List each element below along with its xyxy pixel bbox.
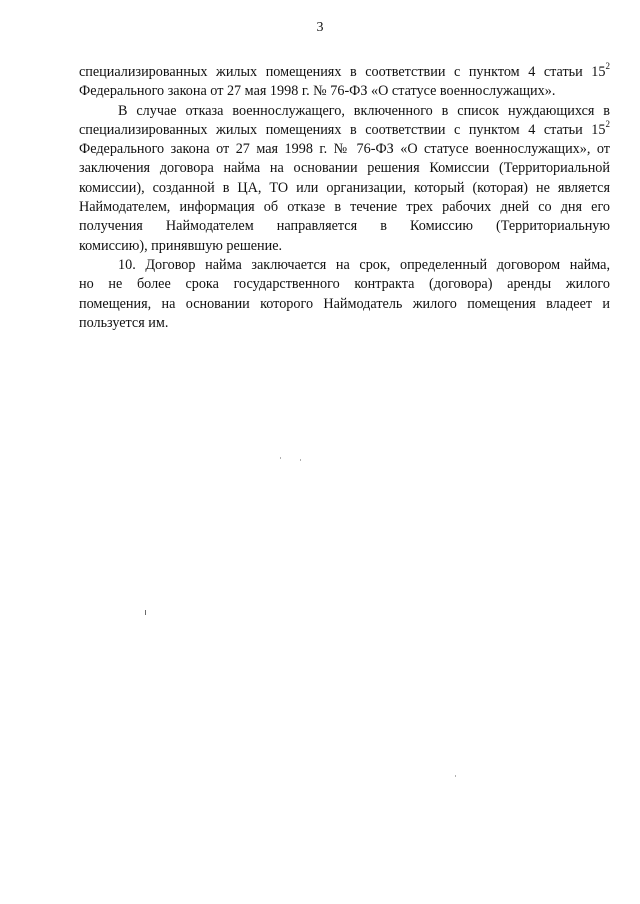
- scan-speck: [280, 457, 281, 459]
- text-line: специализированных жилых помещениях в соответствии с пунктом 4 статьи $15^2$: [79, 119, 610, 138]
- scan-speck: [145, 610, 146, 615]
- paragraph-continuation: [79, 63, 610, 102]
- scan-speck: [300, 459, 301, 461]
- text-line: но не более срока государственного контракта (договора) аренды жилого: [79, 276, 610, 293]
- document-body: [79, 63, 610, 333]
- text-line: получения Наймодателем направляется в Комиссию (Территориальную: [79, 218, 610, 235]
- page-number: 3: [316, 20, 324, 35]
- text-line: В случае отказа военнослужащего, включенного в список нуждающихся в: [118, 102, 610, 119]
- text-line: комиссии), созданной в ЦА, ТО или организации, который (которая) не является: [79, 179, 610, 196]
- superscript: 2: [605, 61, 610, 72]
- superscript: 2: [605, 119, 610, 130]
- text-line: Федерального закона от 27 мая 1998 г. № 76-ФЗ «О статусе военнослужащих».: [79, 83, 556, 100]
- text-line: комиссию), принявшую решение.: [79, 237, 283, 254]
- text-line: Наймодателем, информация об отказе в течение трех рабочих дней со дня его: [79, 199, 610, 216]
- paragraph-item-10: [79, 256, 610, 333]
- text-line: специализированных жилых помещениях в соответствии с пунктом 4 статьи $15^2$: [79, 61, 610, 80]
- text-line: Федерального закона от 27 мая 1998 г. № 76-ФЗ «О статусе военнослужащих», от: [79, 141, 610, 158]
- text-line: 10. Договор найма заключается на срок, определенный договором найма,: [118, 256, 610, 273]
- scan-speck: [455, 775, 456, 777]
- text-line: помещения, на основании которого Наймодатель жилого помещения владеет и: [79, 295, 610, 312]
- paragraph-refusal: [79, 102, 610, 256]
- text-line: заключения договора найма на основании решения Комиссии (Территориальной: [79, 160, 610, 177]
- text-line: пользуется им.: [79, 314, 169, 331]
